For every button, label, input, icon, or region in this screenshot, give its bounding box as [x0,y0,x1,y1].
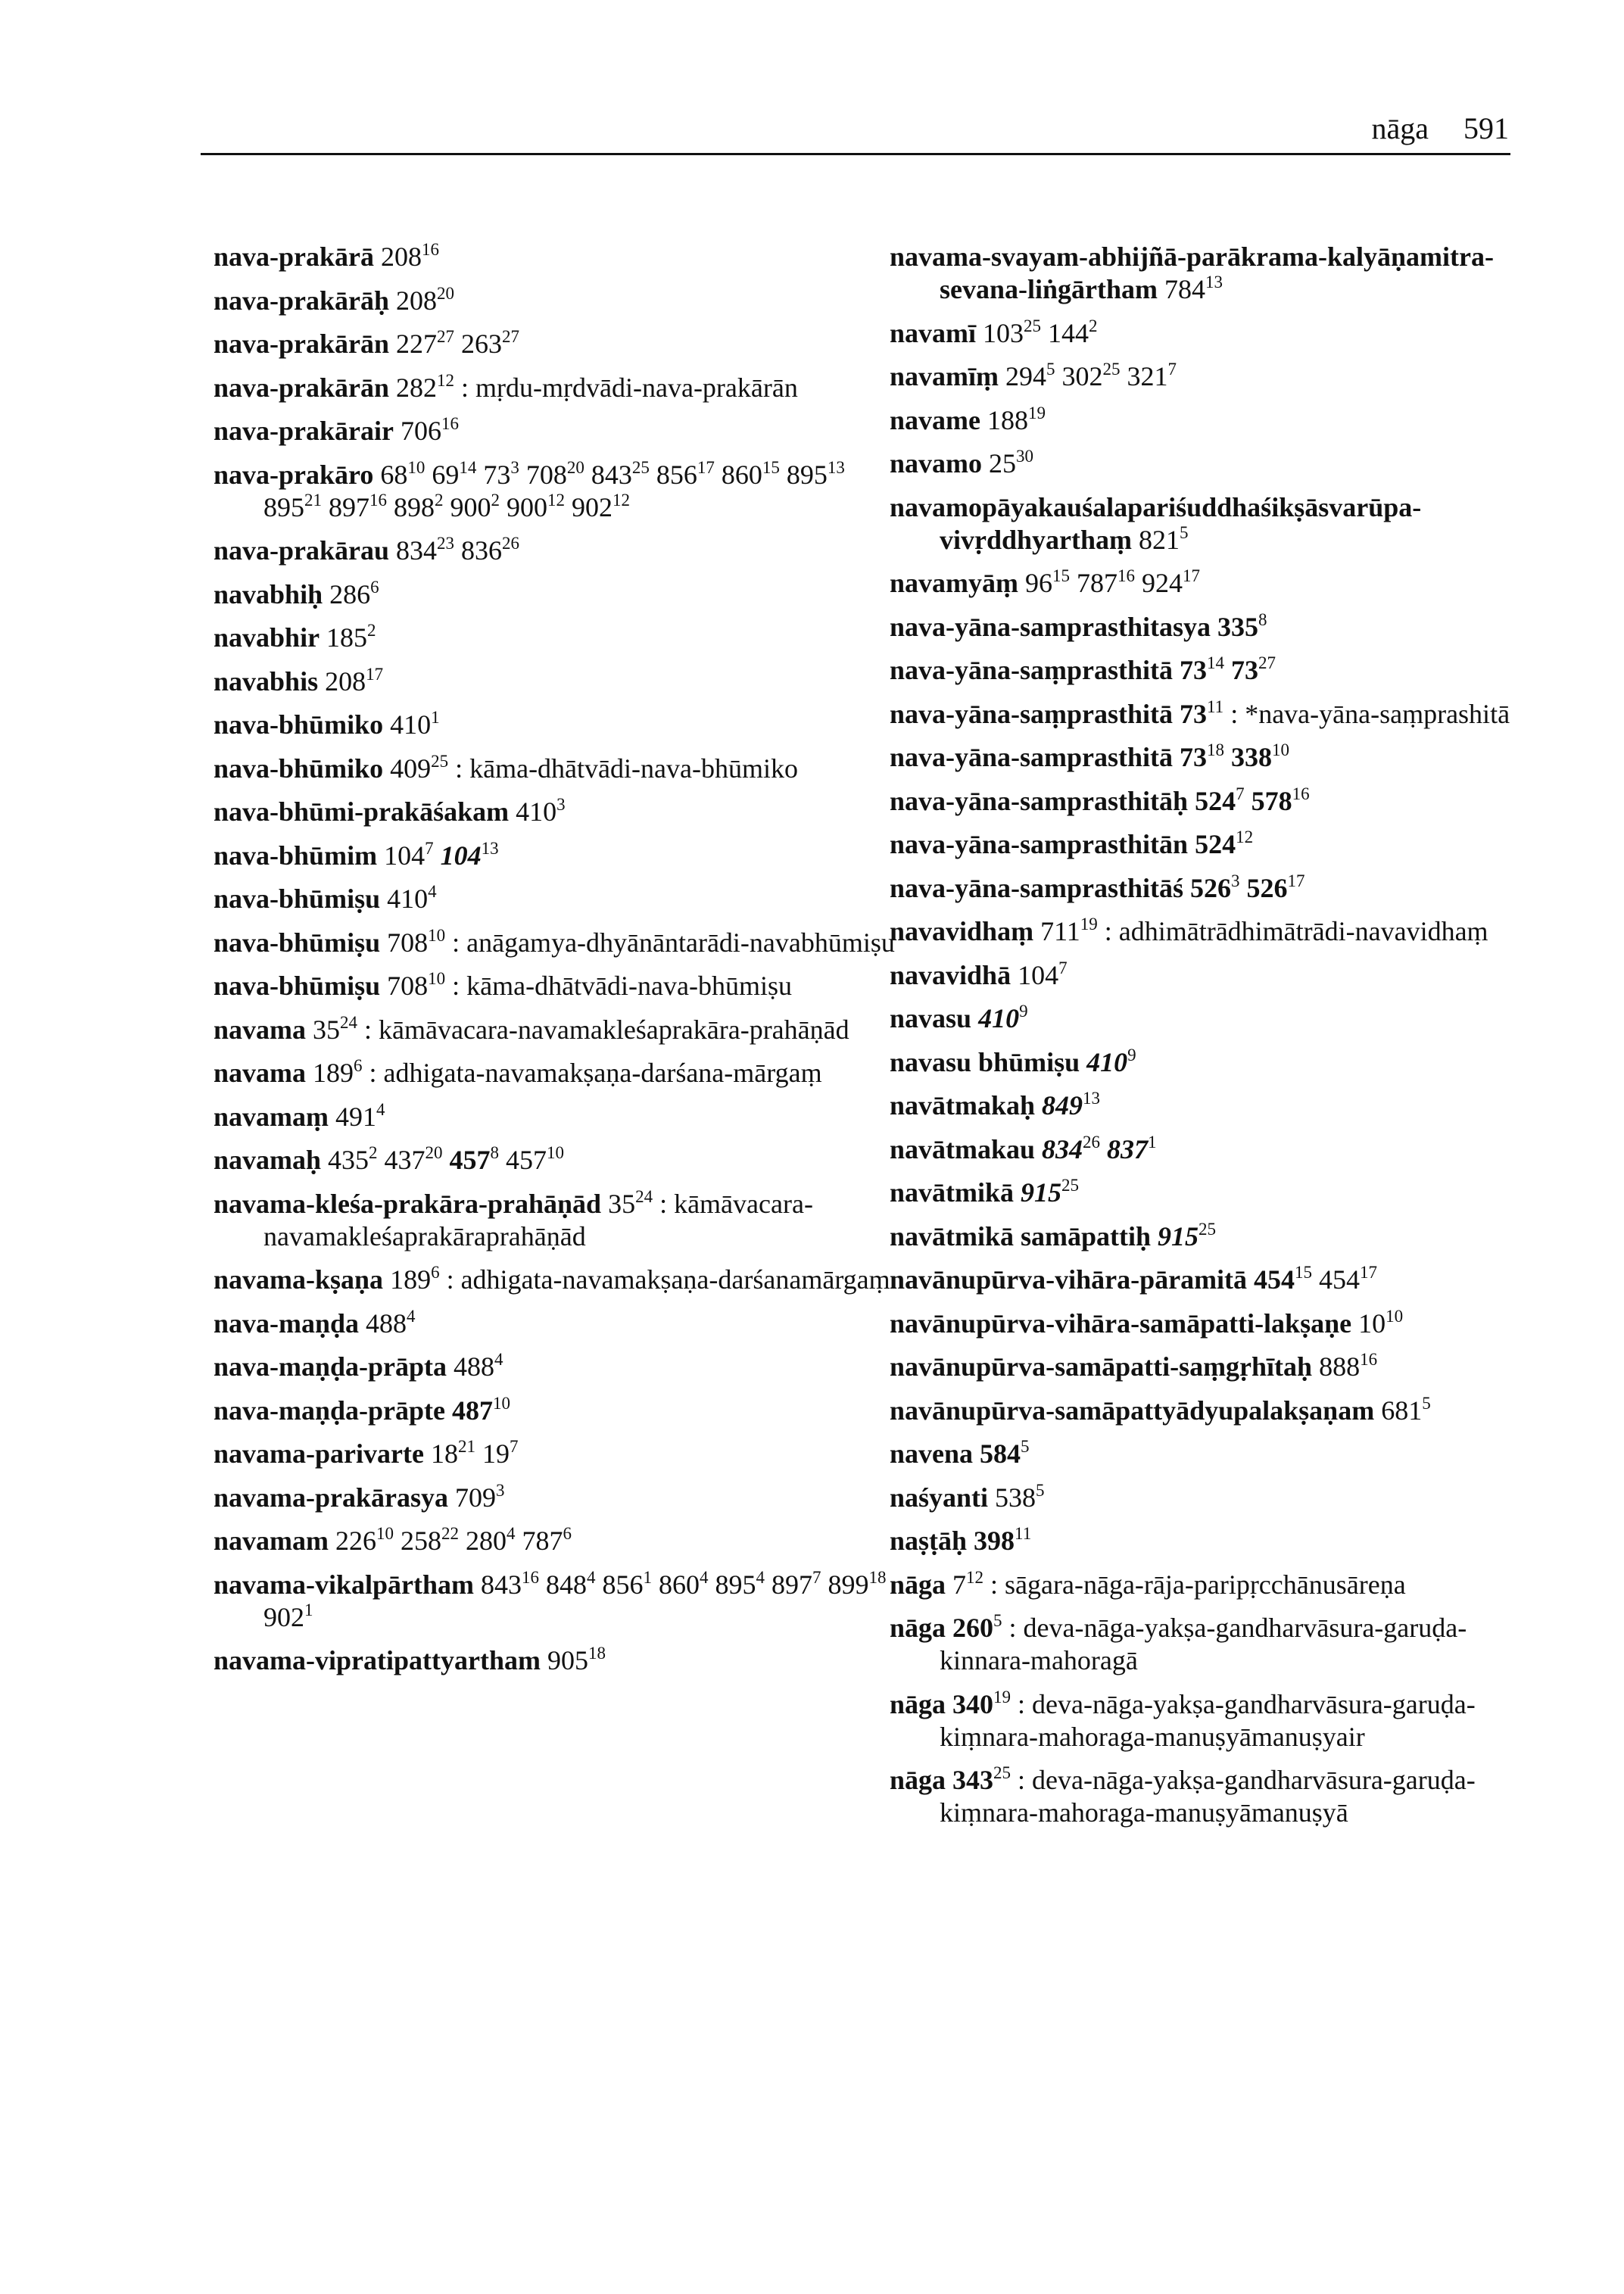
index-entry [214,709,895,741]
entry-headword: nava-yāna-samprasthitasya [890,611,1211,642]
index-entry [214,1525,895,1557]
entry-headword: navame [890,404,980,435]
index-entry [214,1569,895,1634]
index-entry [890,611,1526,644]
entry-headword: nava-bhūmi-prakāśakam [214,796,510,827]
entry-headword: navānupūrva-vihāra-samāpatti-lakṣaṇe [890,1308,1352,1339]
entry-headword: navamaḥ [214,1145,322,1175]
entry-cross-reference: deva-nāga-yakṣa-gandharvāsura-garuḍa-kiṃnara-mahoraga-manuṣyāmanuṣyā [940,1765,1476,1828]
entry-cross-reference: deva-nāga-yakṣa-gandharvāsura-garuḍa-kinnara-mahoragā [940,1613,1467,1675]
entry-headword: nava-prakāro [214,459,374,490]
index-entry [890,1525,1526,1557]
entry-headword: navamyāṃ [890,568,1018,598]
index-entry [890,1089,1526,1122]
entry-cross-reference: kāma-dhātvādi-nava-bhūmiko [469,753,798,784]
index-entry [890,1264,1526,1296]
index-entry: navavidhaṃ $711^{19}$ : adhimātrādhimātrādi-navavidhaṃ [890,915,1488,946]
entry-references: $538^5$ [995,1480,1045,1513]
index-entry [890,1395,1526,1427]
entry-references: $188^{19}$ [987,403,1046,435]
index-entry [214,241,895,273]
entry-cross-reference: kāma-dhātvādi-nava-bhūmiṣu [466,971,792,1001]
page-number: 591 [1463,111,1509,145]
entry-references: $286^6$ [329,577,379,609]
entry-references: $226^{10}$ $258^{22}$ $280^4$ $787^6$ [335,1524,572,1556]
entry-headword: nava-prakārān [214,329,390,359]
entry-references: $185^2$ [326,621,376,653]
index-entry [890,1308,1526,1340]
entry-references: $18^{21}$ $19^7$ [430,1437,519,1469]
index-entry [214,285,895,317]
entry-cross-reference: mṛdu-mṛdvādi-nava-prakārān [475,372,798,403]
entry-references: $524^{12}$ [1195,828,1254,859]
entry-references: $7^{12}$ [952,1567,984,1600]
entry-references: $294^5$ $302^{25}$ $321^7$ [1005,360,1177,391]
entry-references: $104^7$ [1018,958,1068,990]
index-entry [214,665,895,698]
index-entry [214,535,895,567]
entry-headword: nava-prakārāḥ [214,285,390,316]
entry-headword: naṣṭāḥ [890,1526,968,1556]
index-entry: nāga $343^{25}$ : deva-nāga-yakṣa-gandharvāsura-garuḍa-kiṃnara-mahoraga-manuṣyāmanuṣyā [890,1763,1476,1828]
entry-cross-reference: anāgamya-dhyānāntarādi-navabhūmiṣu [466,927,895,958]
entry-headword: nava-bhūmiṣu [214,971,381,1001]
entry-references: $335^8$ [1217,609,1267,642]
entry-headword: nava-yāna-saṃprasthitā [890,655,1174,685]
entry-headword: navabhis [214,665,319,697]
index-entry [890,1351,1526,1383]
entry-references: $584^5$ [980,1437,1030,1469]
entry-headword: nava-bhūmiṣu [214,927,381,958]
entry-references: $10^{10}$ [1358,1306,1404,1339]
index-entry: nava-bhūmiṣu $708^{10}$ : kāma-dhātvādi-nava-bhūmiṣu [214,969,792,1001]
index-entry [890,1220,1526,1253]
entry-references: $189^6$ [313,1056,363,1088]
entry-headword: navama-kṣaṇa [214,1264,384,1295]
index-entry [890,317,1526,350]
entry-references: $410^1$ [390,708,440,740]
entry-headword: navamam [214,1526,329,1556]
entry-references: $708^{10}$ [387,969,446,1001]
entry-references: $888^{16}$ [1319,1350,1378,1382]
entry-headword: navasu bhūmiṣu [890,1046,1080,1077]
index-entry [890,872,1526,905]
entry-references: $524^7$ $578^{16}$ [1195,784,1310,816]
index-entry [214,622,895,654]
entry-references: $435^2$ $437^{20}$ $457^8$ $457^{10}$ [328,1143,565,1175]
entry-references: $227^{27}$ $263^{27}$ [396,327,520,359]
entry-references: $915^{25}$ [1021,1176,1080,1208]
index-entry [214,883,895,915]
entry-headword: navasu [890,1003,972,1033]
index-entry: navama-kṣaṇa $189^6$ : adhigata-navamakṣaṇa-darśanamārgaṃ [214,1263,890,1295]
entry-references: $68^{10}$ $69^{14}$ $73^3$ $708^{20}$ $843^{25}$ $856^{17}$ $860^{15}$ $895^{13}$ $895^{21}$ $897^{16}$ $898^2$ $900^2$ $900^{12}$ $902^{12}$ [263,457,845,522]
entry-references: $73^{18}$ $338^{10}$ [1180,740,1290,772]
entry-headword: nava-bhūmim [214,840,378,871]
entry-headword: nāga [890,1569,946,1600]
index-entry [890,1438,1526,1470]
entry-headword: nava-prakārān [214,372,390,403]
entry-cross-reference: kāmāvacara-navamakleśaprakāraprahāṇād [263,1188,813,1251]
entry-cross-reference: sāgara-nāga-rāja-paripṛcchānusāreṇa [1005,1569,1406,1600]
index-entry [890,654,1526,687]
index-entry [214,1144,895,1177]
entry-cross-reference: *nava-yāna-saṃprashitā [1245,698,1510,729]
entry-headword: nava-bhūmiṣu [214,884,381,914]
entry-references: $103^{25}$ $144^2$ [983,316,1098,348]
index-entry [890,785,1526,818]
entry-references: $834^{23}$ $836^{26}$ [396,534,520,566]
entry-cross-reference: adhigata-navamakṣaṇa-darśanamārgaṃ [460,1264,890,1295]
entry-headword: navānupūrva-samāpatti-saṃgṛhītaḥ [890,1351,1313,1382]
entry-headword: navātmikā [890,1177,1015,1208]
index-entry [890,959,1526,992]
entry-references: $35^{24}$ [608,1186,653,1219]
entry-references: $35^{24}$ [313,1012,358,1045]
entry-headword: nava-bhūmiko [214,709,384,740]
entry-headword: navama-kleśa-prakāra-prahāṇād [214,1188,602,1219]
entry-headword: navama [214,1058,307,1088]
entry-headword: navānupūrva-samāpattyādyupalakṣaṇam [890,1395,1375,1426]
entry-headword: nava-yāna-samprasthitā [890,742,1174,772]
index-entry: nava-bhūmiṣu $708^{10}$ : anāgamya-dhyānāntarādi-navabhūmiṣu [214,925,895,958]
entry-references: $343^{25}$ [952,1763,1011,1795]
index-entry: navama $35^{24}$ : kāmāvacara-navamakleśaprakāra-prahāṇād [214,1012,849,1045]
entry-references: $260^5$ [952,1611,1002,1643]
entry-references: $73^{11}$ [1180,697,1224,729]
entry-references: $488^4$ [366,1306,416,1339]
index-entry [890,1177,1526,1209]
index-entry [890,360,1526,393]
running-header [201,106,1510,155]
entry-references: $25^{30}$ [989,447,1034,478]
entry-headword: navātmikā samāpattiḥ [890,1220,1152,1251]
entry-headword: nava-yāna-samprasthitān [890,829,1189,859]
index-entry [214,415,895,447]
index-entry [214,578,895,611]
entry-headword: nāga [890,1688,946,1719]
entry-references: $208^{17}$ [325,664,384,697]
entry-headword: navamopāyakauśalapariśuddhaśikṣāsvarūpa-vivṛddhyarthaṃ [890,491,1422,555]
entry-headword: navama-vipratipattyartham [214,1645,541,1675]
entry-headword: navavidhā [890,959,1011,990]
entry-references: $410^9$ [978,1002,1028,1033]
entry-references: $340^{19}$ [952,1687,1011,1719]
index-entry [890,447,1526,480]
index-entry [890,741,1526,774]
entry-references: $208^{16}$ [381,240,440,272]
entry-references: $915^{25}$ [1158,1219,1217,1251]
index-entry: navama-kleśa-prakāra-prahāṇād $35^{24}$ : kāmāvacara-navamakleśaprakāraprahāṇād [214,1186,813,1251]
entry-references: $708^{10}$ [387,925,446,958]
entry-references: $409^{25}$ [390,751,449,784]
entry-headword: navātmakaḥ [890,1090,1036,1121]
index-entry [890,241,1526,306]
entry-headword: navānupūrva-vihāra-pāramitā [890,1264,1248,1295]
index-entry: nāga $340^{19}$ : deva-nāga-yakṣa-gandharvāsura-garuḍa-kiṃnara-mahoraga-manuṣyāmanuṣyair [890,1687,1476,1752]
entry-references: $706^{16}$ [401,414,459,446]
entry-headword: nava-bhūmiko [214,753,384,784]
index-entry: nava-prakārān $282^{12}$ : mṛdu-mṛdvādi-nava-prakārān [214,370,798,403]
entry-headword: nava-maṇḍa [214,1308,360,1339]
entry-references: $834^{26}$ $837^1$ [1042,1132,1157,1164]
entry-headword: navena [890,1438,974,1469]
entry-references: $849^{13}$ [1042,1089,1101,1121]
running-head [1371,111,1509,146]
index-entry [890,491,1526,556]
index-entry [214,1308,895,1340]
entry-references: $487^{10}$ [452,1393,511,1426]
entry-headword: nava-yāna-samprasthitāś [890,872,1184,903]
entry-headword: nava-prakārair [214,416,394,446]
entry-headword: navama-vikalpārtham [214,1569,475,1600]
entry-cross-reference: deva-nāga-yakṣa-gandharvāsura-garuḍa-kiṃnara-mahoraga-manuṣyāmanuṣyair [940,1688,1476,1752]
entry-headword: navamīṃ [890,361,999,391]
index-entry: navama $189^6$ : adhigata-navamakṣaṇa-darśana-mārgaṃ [214,1056,822,1088]
index-entry [214,1644,895,1677]
index-column-left [214,241,895,1688]
index-entry: nava-yāna-saṃprasthitā $73^{11}$ : *nava-yāna-saṃprashitā [890,697,1510,729]
entry-headword: navamaṃ [214,1101,329,1132]
entry-references: $208^{20}$ [396,283,455,316]
entry-headword: nāga [890,1765,946,1795]
entry-headword: navabhir [214,622,320,653]
entry-headword: navama-svayam-abhijñā-parākrama-kalyāṇamitra-sevana-liṅgārtham [890,242,1494,304]
entry-references: $491^4$ [335,1099,385,1132]
entry-headword: navama-parivarte [214,1438,424,1469]
index-entry [890,567,1526,600]
entry-headword: nava-maṇḍa-prāpta [214,1351,447,1382]
index-entry: nāga $7^{12}$ : sāgara-nāga-rāja-paripṛcchānusāreṇa [890,1567,1406,1600]
index-column-right [890,241,1526,1840]
entry-references: $410^4$ [387,882,437,914]
entry-references: $843^{16}$ $848^4$ $856^1$ $860^4$ $895^4$ $897^7$ $899^{18}$ $902^1$ [263,1567,887,1632]
index-entry: nāga $260^5$ : deva-nāga-yakṣa-gandharvāsura-garuḍa-kinnara-mahoragā [890,1611,1467,1675]
index-entry [214,1101,895,1133]
entry-references: $410^3$ [516,795,566,827]
index-entry [890,404,1526,437]
entry-headword: nava-yāna-saṃprasthitā [890,698,1174,729]
entry-references: $189^6$ [390,1263,440,1295]
entry-references: $282^{12}$ [396,370,455,403]
index-entry [214,840,895,872]
entry-references: $711^{19}$ [1040,915,1098,946]
entry-headword: nava-maṇḍa-prāpte [214,1395,446,1426]
entry-references: $96^{15}$ $787^{16}$ $924^{17}$ [1025,566,1200,598]
entry-references: $398^{11}$ [974,1524,1032,1556]
index-entry [890,828,1526,861]
index-entry [214,459,895,524]
entry-references: $821^5$ [1139,522,1189,555]
entry-headword: navama-prakārasya [214,1482,449,1513]
entry-references: $784^{13}$ [1164,273,1223,304]
entry-headword: navabhiḥ [214,578,323,609]
index-entry [890,1133,1526,1166]
index-entry [214,328,895,360]
index-entry: nava-bhūmiko $409^{25}$ : kāma-dhātvādi-nava-bhūmiko [214,751,798,784]
index-entry [890,1482,1526,1514]
entry-headword: navātmakau [890,1133,1036,1164]
entry-references: $681^5$ [1381,1393,1431,1426]
entry-references: $905^{18}$ [547,1644,606,1675]
entry-headword: nāga [890,1613,946,1643]
entry-references: $709^3$ [455,1480,505,1513]
entry-references: $454^{15}$ $454^{17}$ [1254,1263,1378,1295]
entry-headword: navavidhaṃ [890,916,1034,946]
entry-references: $73^{14}$ $73^{27}$ [1180,653,1276,685]
index-entry [214,1482,895,1514]
entry-headword: navamo [890,448,983,478]
entry-cross-reference: adhigata-navamakṣaṇa-darśana-mārgaṃ [383,1058,822,1088]
index-entry [214,1395,895,1427]
entry-headword: nava-prakārā [214,242,375,272]
entry-headword: nava-prakārau [214,535,390,566]
entry-references: $488^4$ [454,1350,503,1382]
index-entry [214,1351,895,1383]
index-entry [890,1046,1526,1079]
entry-headword: navamī [890,317,977,348]
running-head-word: nāga [1371,111,1429,145]
entry-cross-reference: kāmāvacara-navamakleśaprakāra-prahāṇād [379,1014,849,1045]
entry-cross-reference: adhimātrādhimātrādi-navavidhaṃ [1118,916,1488,946]
entry-references: $104^7$ $104^{13}$ [384,838,499,871]
index-entry [214,1438,895,1470]
index-entry [214,796,895,828]
entry-headword: naśyanti [890,1482,989,1513]
entry-headword: nava-yāna-samprasthitāḥ [890,785,1189,816]
entry-references: $526^3$ $526^{17}$ [1190,871,1305,903]
entry-references: $410^9$ [1086,1045,1136,1077]
entry-headword: navama [214,1014,307,1045]
index-entry [890,1002,1526,1035]
